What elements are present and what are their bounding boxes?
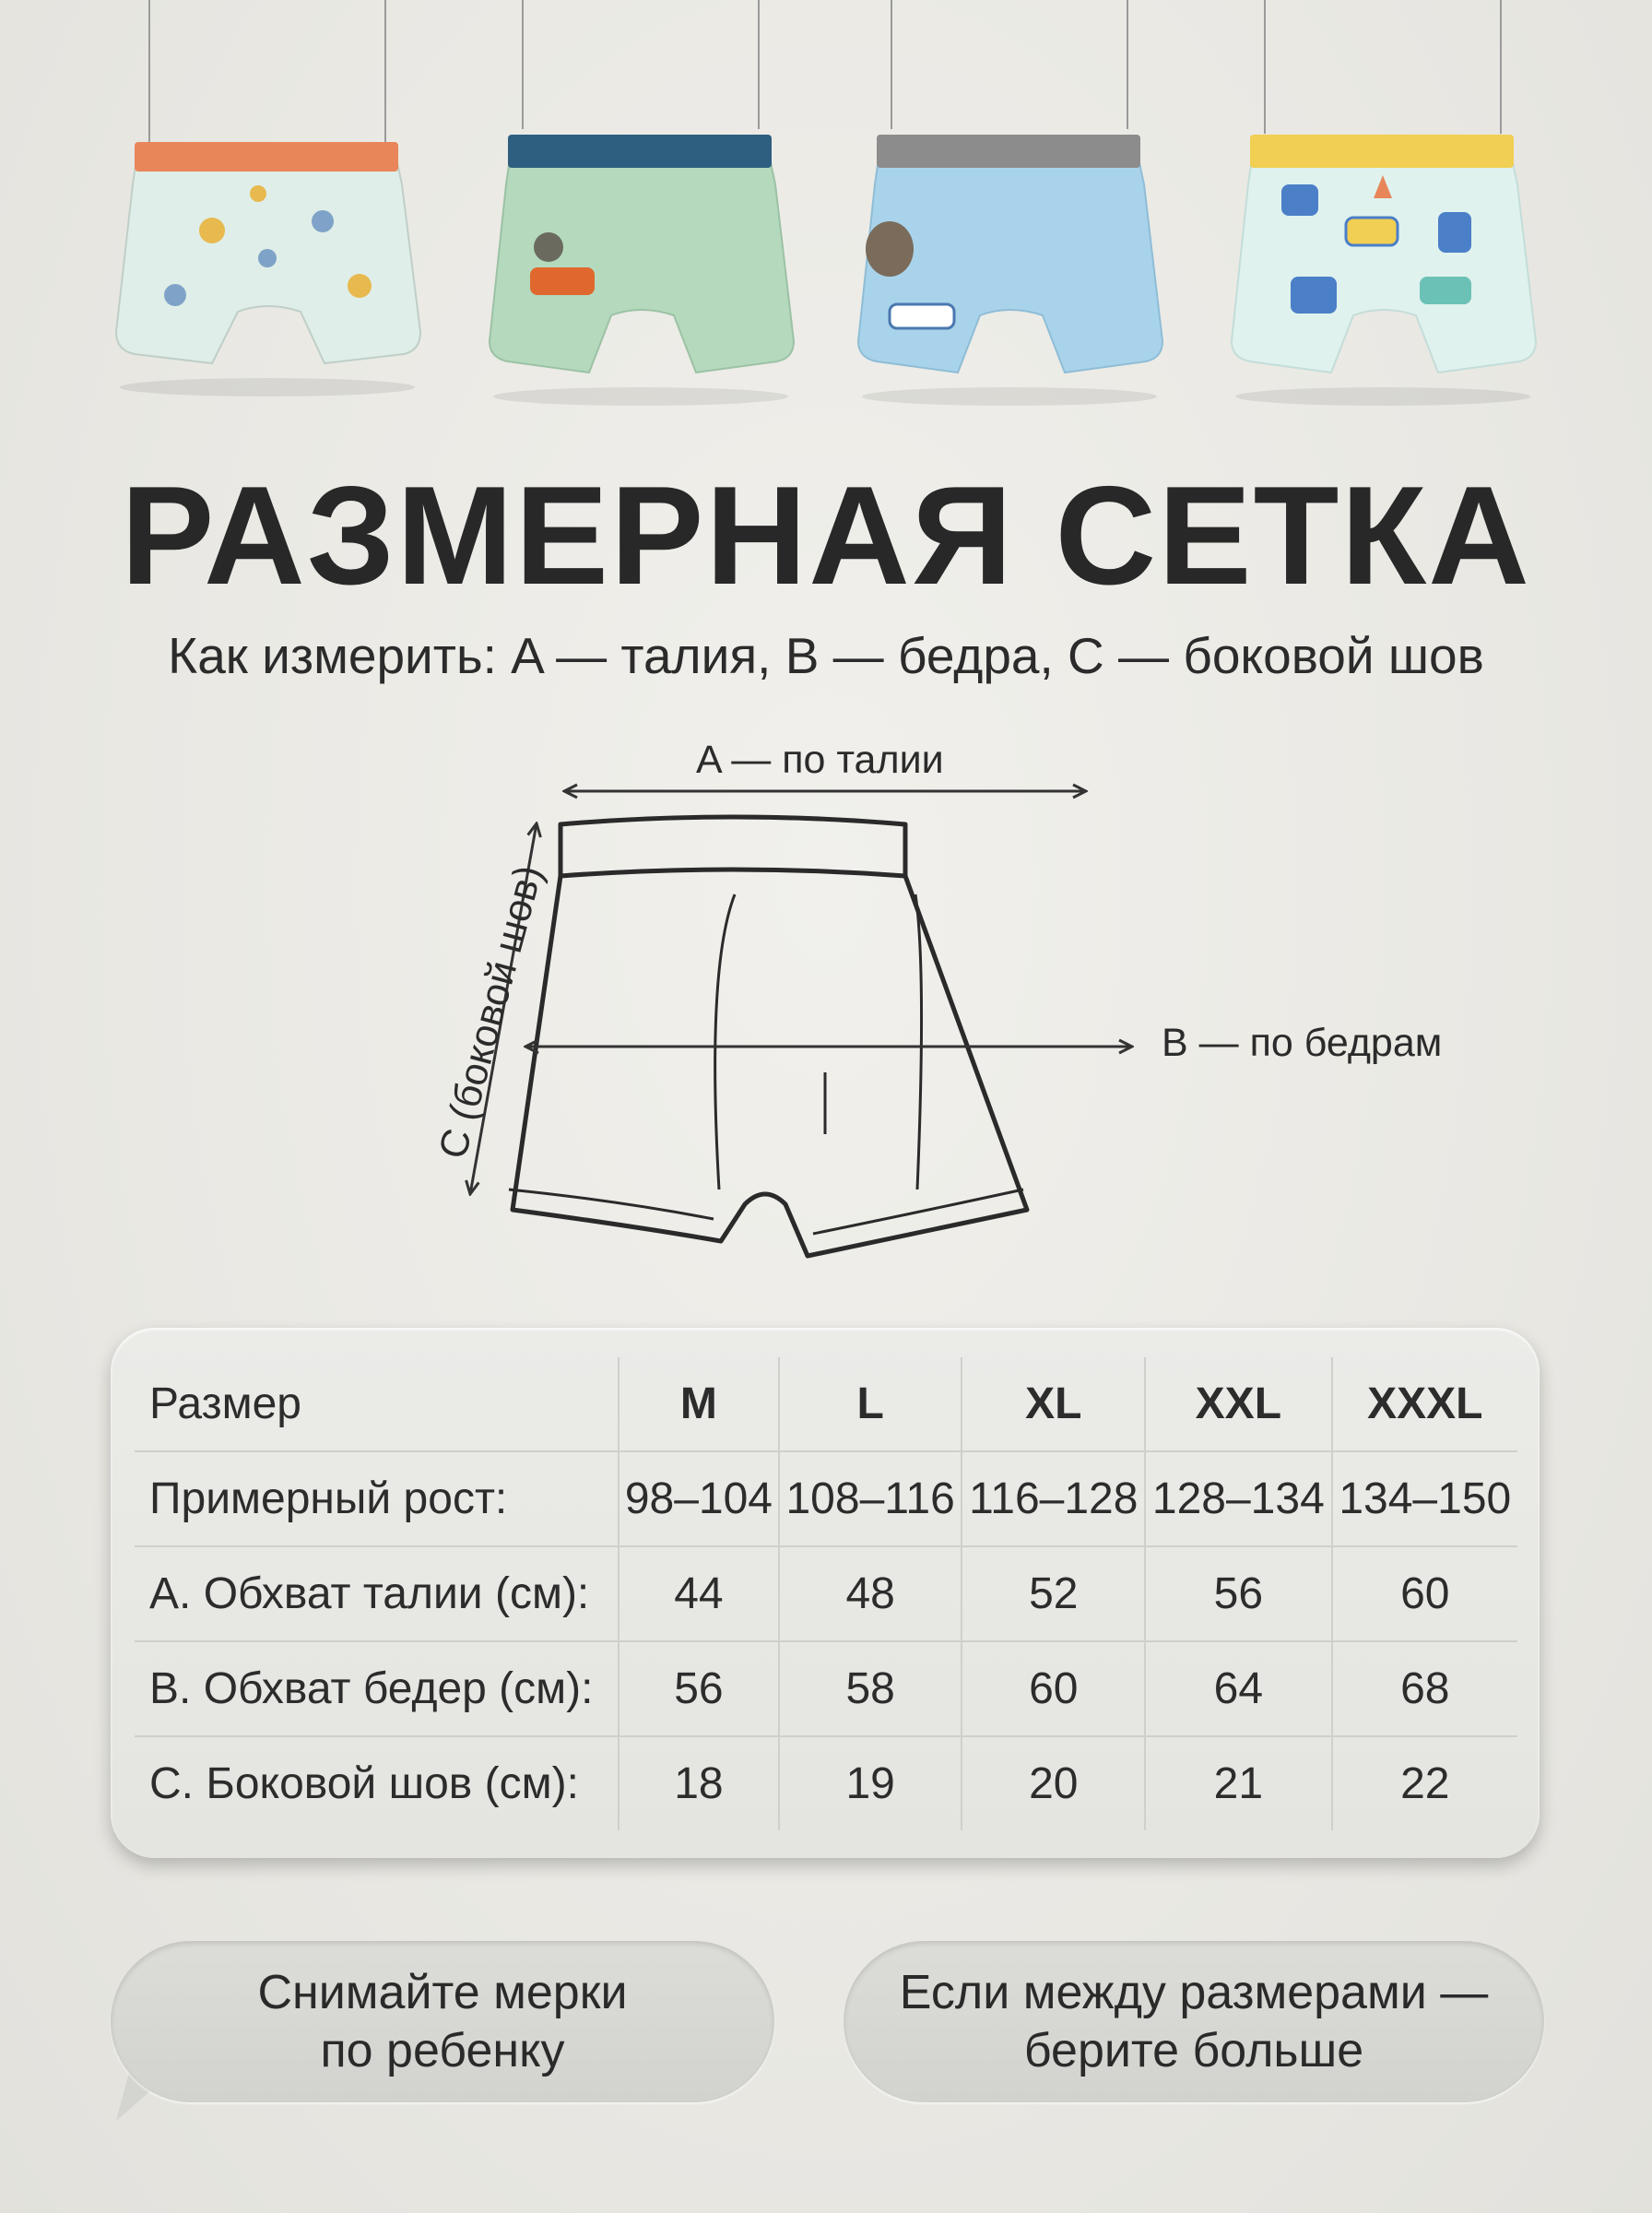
table-cell: 56 [619,1641,779,1736]
measurement-diagram [396,728,1443,1272]
column-header: Размер [135,1357,619,1451]
table-cell: 22 [1332,1736,1517,1830]
table-cell: 64 [1145,1641,1331,1736]
note-text: Снимайте мерки [257,1966,628,2020]
product-photo-3 [834,0,1185,424]
table-cell: 52 [962,1546,1145,1641]
page-subtitle: Как измерить: A — талия, B — бедра, C — боковой шов [168,627,1484,684]
table-cell: 19 [779,1736,962,1830]
trunks-outline-icon [396,728,1263,1272]
table-cell: 68 [1332,1641,1517,1736]
table-cell: 21 [1145,1736,1331,1830]
table-cell: 98–104 [619,1451,779,1546]
note-text: берите больше [1023,2023,1364,2077]
table-cell: 18 [619,1736,779,1830]
column-header: L [779,1357,962,1451]
size-table [135,1357,1517,1830]
note-choose-larger [844,1941,1544,2102]
table-cell: 128–134 [1145,1451,1331,1546]
table-row [135,1451,1517,1546]
label-side-seam: C (боковой шов) [431,860,552,1164]
table-cell: 20 [962,1736,1145,1830]
note-measure-child [111,1941,774,2102]
row-label: B. Обхват бедер (см): [135,1641,619,1736]
note-text: Если между размерами — [899,1966,1489,2020]
size-table-card [111,1328,1540,1858]
page-title: РАЗМЕРНАЯ СЕТКА [121,457,1531,614]
table-cell: 60 [1332,1546,1517,1641]
table-cell: 134–150 [1332,1451,1517,1546]
column-header: XL [962,1357,1145,1451]
label-waist: A — по талии [696,738,944,782]
table-cell: 44 [619,1546,779,1641]
row-label: A. Обхват талии (см): [135,1546,619,1641]
row-label: C. Боковой шов (см): [149,1759,579,1808]
label-hips: B — по бедрам [1162,1021,1443,1065]
product-photo-2 [466,0,816,424]
table-cell: 60 [962,1641,1145,1736]
table-cell: 48 [779,1546,962,1641]
product-photo-4 [1208,0,1558,424]
table-row [135,1736,1517,1830]
note-text: по ребенку [320,2023,565,2077]
table-header-row [135,1357,1517,1451]
row-label: Примерный рост: [135,1451,619,1546]
table-cell: 108–116 [779,1451,962,1546]
table-cell: 58 [779,1641,962,1736]
column-header: XXL [1145,1357,1331,1451]
product-photo-1 [92,0,442,424]
column-header: XXXL [1332,1357,1517,1451]
table-cell: 116–128 [962,1451,1145,1546]
table-cell: 56 [1145,1546,1331,1641]
column-header: M [619,1357,779,1451]
table-row [135,1546,1517,1641]
table-row [135,1641,1517,1736]
